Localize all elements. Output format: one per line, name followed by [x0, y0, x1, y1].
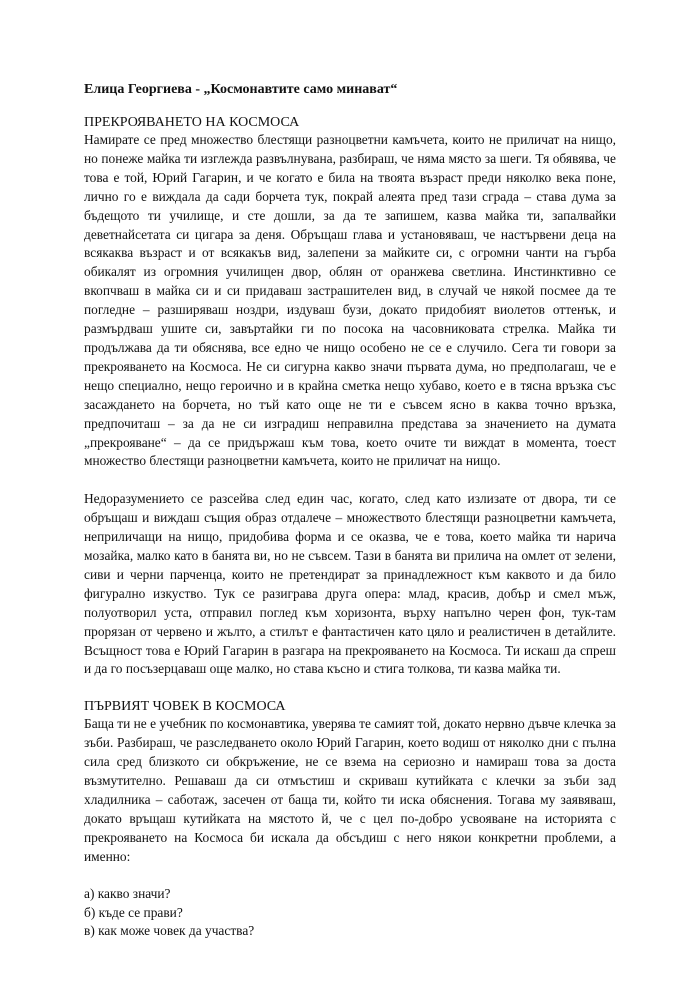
list-item: в) как може човек да участва? [84, 923, 255, 939]
section-spacer [84, 679, 616, 698]
section-heading-first-man-in-space: ПЪРВИЯТ ЧОВЕК В КОСМОСА [84, 699, 286, 715]
paragraph: Намирате се пред множество блестящи разноцветни камъчета, които не приличат на нищо, но понеже майка ти изглежда развълнувана, разбираш, че няма място за шеги. Тя обявява, че това е той, Юрий Гагарин, и че когато е била на твоята възраст преди няколко века поне, лично го е виждала да сади борчета тук, покрай алеята пред тази сграда – става дума за бъдещото ти училище, и сте дошли, за да те запишем, казва майка ти, запалвайки деветнайсетата си цигара за деня. Обръщаш глава и установяваш, че настървени деца на всякаква възраст и от всякакъв вид, залепени за майките си, с огромни чанти на гърба обикалят из огромния училищен двор, облян от оранжева светлина. Инстинктивно се вкопчваш в майка си и си придаваш застрашителен вид, в случай че някой посмее да те погледне – разширяваш ноздри, издуваш бузи, докато придобият виолетов оттенък, и размърдваш ушите си, завъртайки ги по посока на часовниковата стрелка. Майка ти продължава да ти обяснява, все едно че нищо особено не се е случило. Сега ти говори за прекрояването на Космоса. Не си сигурна какво значи първата дума, но предполагаш, че е нещо специално, нещо героично и в крайна сметка нещо хубаво, което е в тясна връзка със засаждането на борчета, но тъй като още не ти е съвсем ясно в каква точно връзка, предпочиташ – за да не си изградиш неправилна представа за значението на думата „прекрояване“ – да се придържаш към това, което очите ти виждат в момента, тоест множество блестящи разноцветни камъчета, които не приличат на нищо. [84, 132, 616, 469]
section-heading-reshaping-cosmos: ПРЕКРОЯВАНЕТО НА КОСМОСА [84, 115, 300, 130]
question-list [84, 885, 616, 942]
document-page [84, 81, 616, 941]
paragraph: Баща ти не е учебник по космонавтика, уверява те самият той, докато нервно дъвче клечка за зъби. Разбираш, че разследването около Юрий Гагарин, което водиш от няколко дни с пълна сила сред близкото си обкръжение, не се взема на сериозно и намираш това за доста възмутително. Решаваш да си отмъстиш и скриваш кутийката с клечки за зъби зад хладилника – саботаж, засечен от баща ти, който ти иска обяснения. Тогава му заявяваш, докато връщаш кутийката на мястото й, че с цел по-добро усвояване на историята с прекрояването на Космоса би искала да обсъдиш с него някои конкретни проблеми, а именно: [84, 716, 616, 864]
paragraph: Недоразумението се разсейва след един час, когато, след като излизате от двора, ти се обръщаш и виждаш същия образ отдалече – множеството блестящи разноцветни камъчета, неприличащи на нищо, придобива форма и се оказва, че е това, което майка ти нарича мозайка, малко като в банята ви, но не съвсем. Тази в банята ви прилича на омлет от зелени, сиви и черни парченца, които не претендират за принадлежност към каквото и да било фигурално изкуство. Тук се разиграва друга опера: млад, красив, добър и смел мъж, полуотворил уста, отправил поглед към хоризонта, върху напълно черен фон, тук-там прорязан от червено и жълто, а стилът е фантастичен като цяло и реалистичен в детайлите. Всъщност това е Юрий Гагарин в разгара на прекрояването на Космоса. Ти искаш да спреш и да го посъзерцаваш още малко, но става късно и стига толкова, ти казва майка ти. [84, 491, 616, 677]
list-item: а) какво значи? [84, 885, 171, 901]
document-title: Елица Георгиева - „Космонавтите само минават“ [84, 82, 398, 97]
list-item: б) къде се прави? [84, 904, 183, 920]
paragraph-spacer [84, 471, 616, 490]
list-spacer [84, 867, 616, 885]
